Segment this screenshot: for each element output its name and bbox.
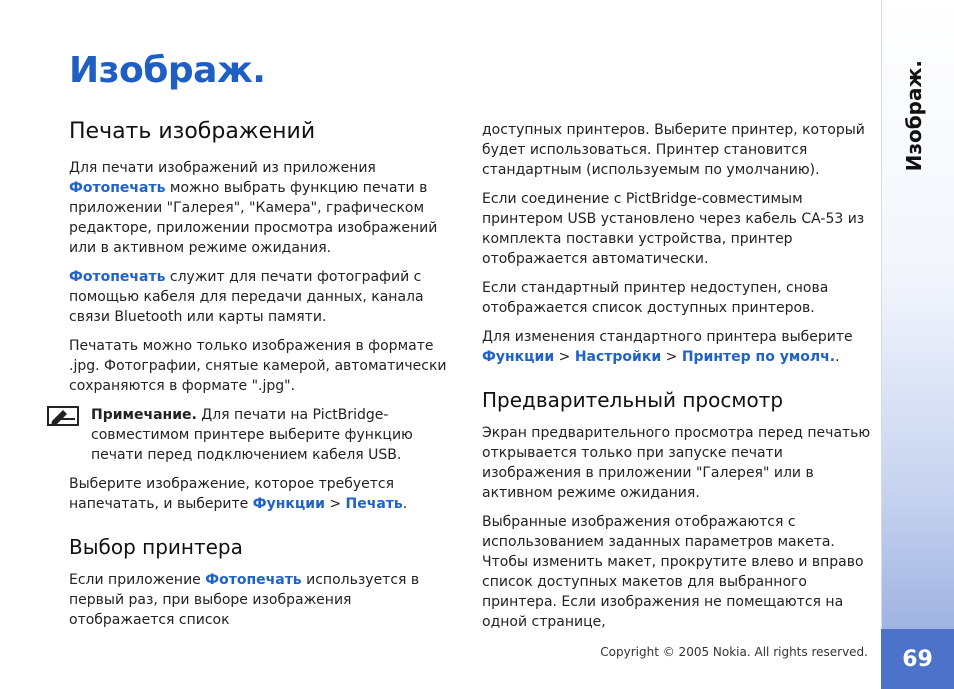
- text: используется в первый раз, при выборе изображения отображается список: [69, 572, 420, 628]
- text: Для печати изображений из приложения: [69, 160, 376, 176]
- paragraph: Выбранные изображения отображаются с использованием заданных параметров макета. Чтобы изменить макет, прокрутите влево и вправо список доступных макетов для выбранного принтера. Если изображения не помещаются на одной странице,: [482, 514, 864, 630]
- menu-link-photo-print[interactable]: Фотопечать: [69, 269, 166, 285]
- chapter-label: Изображ.: [902, 60, 926, 172]
- page-number: 69: [881, 629, 954, 689]
- menu-link-print[interactable]: Печать: [345, 496, 403, 512]
- text: .: [402, 496, 408, 512]
- text: Если приложение: [69, 572, 206, 588]
- note-block: [69, 405, 461, 465]
- section-heading-select-printer: Выбор принтера: [69, 535, 243, 559]
- text: .: [835, 349, 840, 365]
- paragraph: доступных принтеров. Выберите принтер, который будет использоваться. Принтер становится стандартным (используемым по умолчанию).: [482, 122, 865, 178]
- note-icon: [47, 405, 81, 427]
- page-title: Изображ.: [69, 50, 266, 91]
- text: служит для печати фотографий с помощью кабеля для передачи данных, канала связи Bluetooth или карты памяти.: [69, 269, 424, 325]
- note-label: Примечание.: [91, 407, 197, 423]
- paragraph: [69, 570, 461, 630]
- text: Выберите изображение, которое требуется напечатать, и выберите: [69, 476, 395, 512]
- menu-link-photo-print[interactable]: Фотопечать: [205, 572, 302, 588]
- paragraph: [69, 474, 461, 514]
- paragraph: Если соединение с PictBridge-совместимым принтером USB установлено через кабель CA-53 из комплекта поставки устройства, принтер отображается автоматически.: [482, 191, 865, 267]
- menu-link-default-printer[interactable]: Принтер по умолч.: [681, 349, 836, 365]
- paragraph: [69, 267, 461, 327]
- paragraph: [69, 158, 461, 258]
- menu-link-photo-print[interactable]: Фотопечать: [69, 180, 166, 196]
- menu-separator: >: [554, 349, 575, 365]
- paragraph: Экран предварительного просмотра перед печатью открывается только при запуске печати изображения в приложении "Галерея" или в активном режиме ожидания.: [482, 425, 871, 501]
- paragraph: Если стандартный принтер недоступен, снова отображается список доступных принтеров.: [482, 280, 829, 316]
- menu-separator: >: [324, 496, 346, 512]
- right-column: [482, 120, 874, 641]
- left-column: [69, 118, 461, 639]
- paragraph: Печатать можно только изображения в формате .jpg. Фотографии, снятые камерой, автоматически сохраняются в формате ".jpg".: [69, 338, 447, 394]
- menu-separator: >: [661, 349, 682, 365]
- menu-link-settings[interactable]: Настройки: [574, 349, 662, 365]
- text: можно выбрать функцию печати в приложении "Галерея", "Камера", графическом редакторе, приложении просмотра изображений или в активном режиме ожидания.: [69, 180, 438, 256]
- text: Для печати на PictBridge-совместимом принтере выберите функцию печати перед подключением кабеля USB.: [91, 407, 413, 463]
- note-text: [91, 405, 461, 465]
- menu-link-options[interactable]: Функции: [252, 496, 325, 512]
- copyright-notice: Copyright © 2005 Nokia. All rights reserved.: [600, 645, 868, 659]
- section-heading-print-images: Печать изображений: [69, 119, 316, 144]
- paragraph: [482, 327, 874, 367]
- text: Для изменения стандартного принтера выберите: [482, 329, 853, 345]
- section-heading-preview: Предварительный просмотр: [482, 388, 784, 412]
- menu-link-options[interactable]: Функции: [482, 349, 555, 365]
